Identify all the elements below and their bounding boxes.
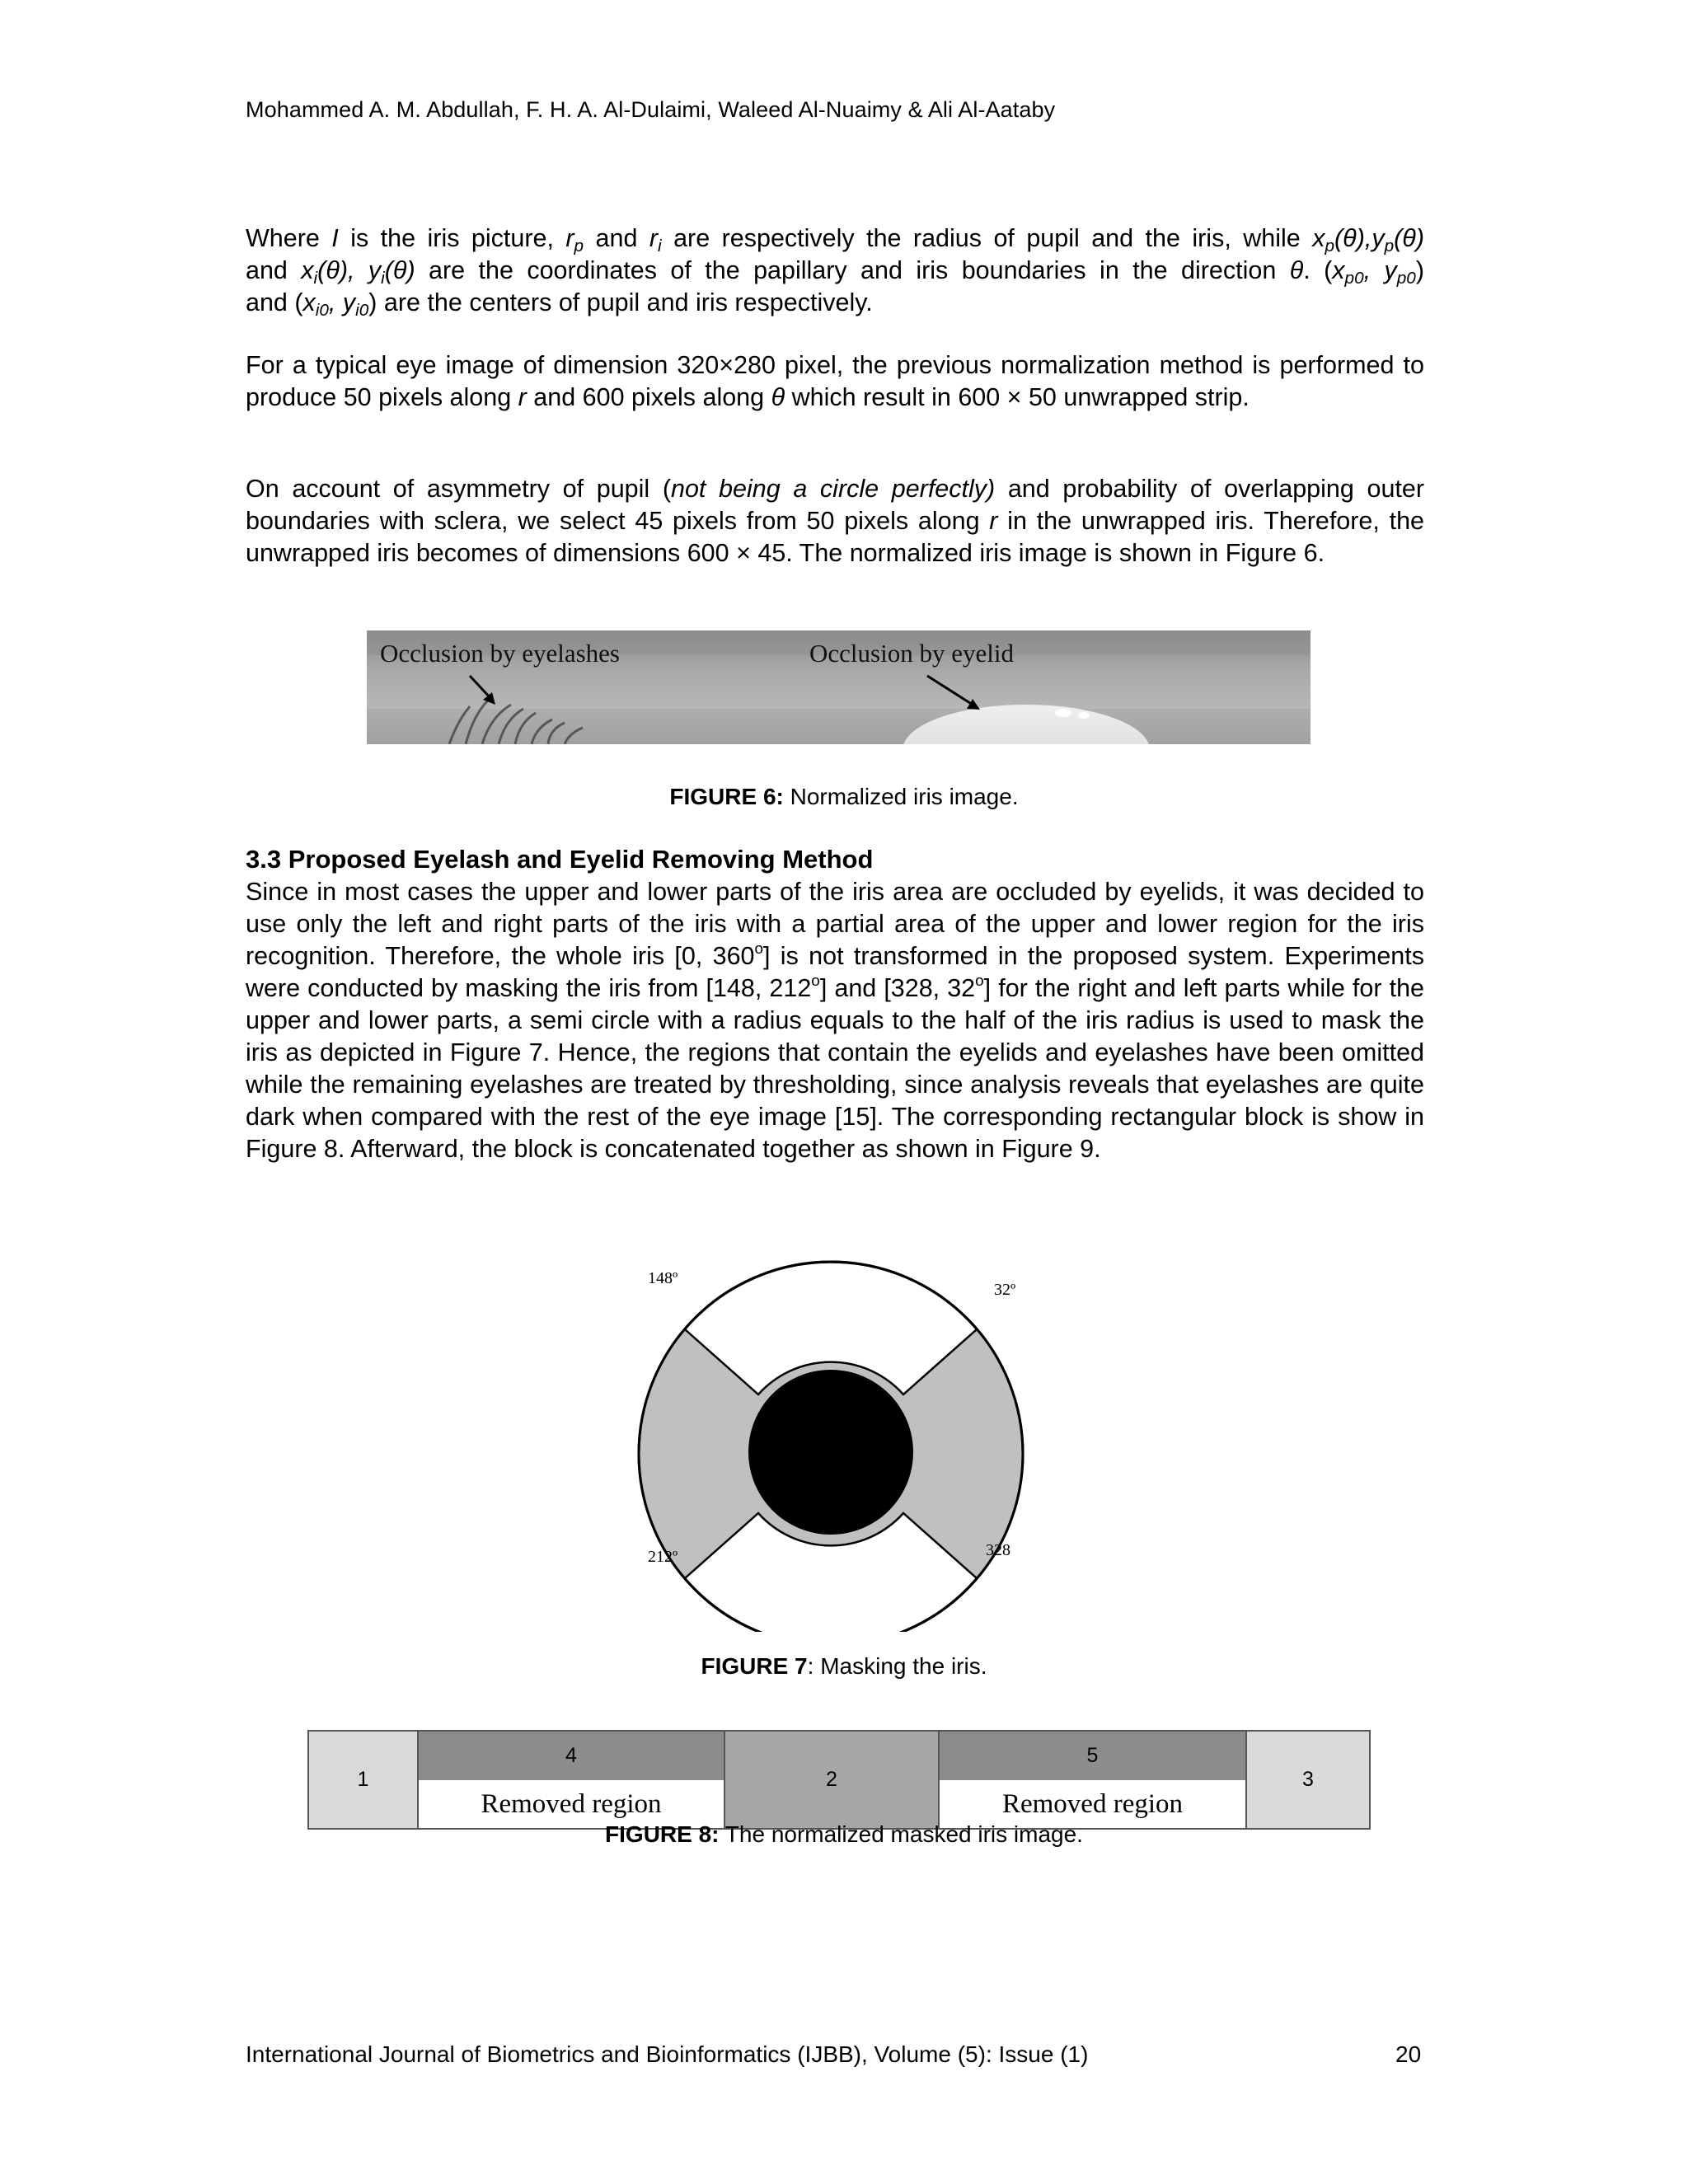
label-occlusion-eyelid: Occlusion by eyelid	[809, 639, 1014, 668]
angle-label-148: 148º	[648, 1269, 678, 1287]
figure7-caption: FIGURE 7: Masking the iris.	[701, 1653, 987, 1679]
footer-journal: International Journal of Biometrics and Bioinformatics (IJBB), Volume (5): Issue (1)	[246, 2041, 1089, 2067]
running-header: Mohammed A. M. Abdullah, F. H. A. Al-Dulaimi, Waleed Al-Nuaimy & Ali Al-Aataby	[246, 97, 1056, 122]
block-4: 4	[419, 1732, 725, 1780]
normalized-iris-image	[367, 630, 1311, 744]
angle-label-328: 328	[986, 1541, 1010, 1559]
figure6-caption: FIGURE 6: Normalized iris image.	[669, 784, 1019, 809]
angle-label-212: 212º	[648, 1548, 678, 1566]
masked-iris-block-diagram	[307, 1730, 1371, 1830]
label-occlusion-eyelashes: Occlusion by eyelashes	[380, 639, 620, 668]
block-5: 5	[940, 1732, 1247, 1780]
paragraph-method: Since in most cases the upper and lower parts of the iris area are occluded by eyelids, it was decided to use only the left and right parts of the iris with a partial area of the upper and lower region for the iris recognition. Therefore, the whole iris [0, 360$^o$] is not transformed in the proposed system. Experiments were conducted by masking the iris from [148, 212$^o$] and [328, 32$^o$] for the right and left parts while for the upper and lower parts, a semi circle with a radius equals to the half of the iris radius is used to mask the iris as depicted in Figure 7. Hence, the regions that contain the eyelids and eyelashes have been omitted while the remaining eyelashes are treated by thresholding, since analysis reveals that eyelashes are quite dark when compared with the rest of the eye image [15]. The corresponding rectangular block is show in Figure 8. Afterward, the block is concatenated together as shown in Figure 9.	[246, 878, 1424, 1163]
removed-region-left: Removed region	[419, 1780, 725, 1828]
page-number: 20	[1395, 2041, 1422, 2067]
block-3: 3	[1247, 1732, 1369, 1828]
figure8-caption: FIGURE 8: The normalized masked iris image.	[605, 1821, 1083, 1847]
paragraph-asymmetry: On account of asymmetry of pupil (not being a circle perfectly) and probability of overlapping outer boundaries with sclera, we select 45 pixels from 50 pixels along r in the unwrapped iris. Therefore, the unwrapped iris becomes of dimensions 600 × 45. The normalized iris image is shown in Figure 6.	[246, 475, 1424, 567]
iris-mask-diagram	[635, 1253, 1039, 1632]
mask-diagram-graphic	[635, 1253, 1039, 1632]
block-2: 2	[725, 1732, 940, 1828]
removed-region-right: Removed region	[940, 1780, 1247, 1828]
angle-label-32: 32º	[994, 1281, 1016, 1299]
paragraph-symbols: Where I is the iris picture, $r_p$ and $r_i$ are respectively the radius of pupil and the iris, while $x_p(\theta),y_p(\theta)$ and $x_i(\theta)$, $y_i(\theta)$ are the coordinates of the papillary and iris boundaries in the direction θ. ($x_{p0}$, $y_{p0}$) and ($x_{i0}$, $y_{i0}$) are the centers of pupil and iris respectively.	[246, 224, 1425, 321]
section-heading: 3.3 Proposed Eyelash and Eyelid Removing Method	[246, 845, 874, 874]
paragraph-normalization: For a typical eye image of dimension 320×280 pixel, the previous normalization method is performed to produce 50 pixels along r and 600 pixels along θ which result in 600 × 50 unwrapped strip.	[246, 351, 1424, 411]
block-1: 1	[309, 1732, 419, 1828]
